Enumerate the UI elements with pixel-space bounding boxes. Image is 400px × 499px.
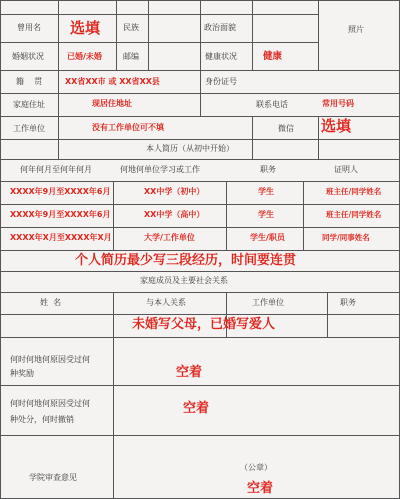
resume-entry-position: 学生 xyxy=(258,210,274,219)
resume-entry-reference: 同学/同事姓名 xyxy=(322,233,370,242)
resume-header-place: 何地何单位学习或工作 xyxy=(120,165,200,174)
postcode-label: 邮编 xyxy=(123,52,139,61)
rule xyxy=(0,42,318,43)
review-label: 学院审查意见 xyxy=(29,473,77,482)
rule xyxy=(303,181,304,250)
family-title: 家庭成员及主要社会关系 xyxy=(140,276,228,285)
wechat-label: 微信 xyxy=(278,124,294,133)
review-stamp: （公章） xyxy=(240,463,272,472)
work-unit-value: 没有工作单位可不填 xyxy=(92,123,164,132)
rule xyxy=(200,0,201,116)
photo-label: 照片 xyxy=(348,25,364,34)
home-address-label: 家庭住址 xyxy=(13,100,45,109)
rule xyxy=(148,0,149,70)
family-header-name: 姓 名 xyxy=(40,298,62,307)
resume-entry-period: XXXX年9月至XXXX年6月 xyxy=(10,210,111,219)
health-label: 健康状况 xyxy=(205,52,237,61)
rule xyxy=(0,227,400,228)
rewards-label-line2: 种奖励 xyxy=(10,369,34,378)
punishments-label-line2: 种处分，何时撤销 xyxy=(10,415,74,424)
id-number-label: 身份证号 xyxy=(205,77,237,86)
resume-header-position: 职务 xyxy=(260,165,276,174)
native-place-value: XX省XX市 或 XX省XX县 xyxy=(65,77,160,86)
rule xyxy=(0,181,400,182)
resume-entry-reference: 班主任/同学姓名 xyxy=(326,187,382,196)
resume-header-reference: 证明人 xyxy=(334,165,358,174)
rule xyxy=(252,116,253,159)
rule xyxy=(0,14,318,15)
resume-entry-reference: 班主任/同学姓名 xyxy=(326,210,382,219)
ethnicity-label: 民族 xyxy=(123,23,139,32)
political-status-label: 政治面貌 xyxy=(204,23,236,32)
rule xyxy=(318,0,319,70)
family-header-work-unit: 工作单位 xyxy=(252,298,284,307)
rule xyxy=(0,250,400,251)
rule xyxy=(0,337,400,338)
rule xyxy=(318,116,319,159)
rule xyxy=(0,159,400,160)
marital-status-value: 已婚/未婚 xyxy=(67,52,102,61)
phone-label: 联系电话 xyxy=(256,100,288,109)
native-place-label: 籍 贯 xyxy=(16,77,43,86)
rewards-value: 空着 xyxy=(176,365,203,380)
resume-entry-period: XXXX年9月至XXXX年6月 xyxy=(10,187,111,196)
rule xyxy=(0,292,400,293)
former-name-value: 选填 xyxy=(70,19,101,37)
rule xyxy=(0,435,400,436)
resume-entry-place: XX中学（初中） xyxy=(144,187,205,196)
rewards-label-line1: 何时何地何原因受过何 xyxy=(10,355,90,364)
rule xyxy=(327,292,328,337)
resume-entry-period: XXXX年X月至XXXX年X月 xyxy=(10,233,112,242)
rule xyxy=(116,0,117,70)
rule xyxy=(252,0,253,70)
punishments-label-line1: 何时何地何原因受过何 xyxy=(10,399,90,408)
resume-entry-place: 大学/工作单位 xyxy=(144,233,195,242)
work-unit-label: 工作单位 xyxy=(13,124,45,133)
rule xyxy=(0,204,400,205)
former-name-label: 曾用名 xyxy=(17,23,41,32)
health-value: 健康 xyxy=(263,51,283,62)
resume-note: 个人简历最少写三段经历，时间要连贯 xyxy=(75,253,297,268)
family-header-relation: 与本人关系 xyxy=(146,298,186,307)
family-note: 未婚写父母，已婚写爱人 xyxy=(132,317,276,332)
rule xyxy=(0,0,1,499)
home-address-value: 现居住地址 xyxy=(92,99,132,108)
family-header-position: 职务 xyxy=(340,298,356,307)
rule xyxy=(113,292,114,337)
rule xyxy=(226,181,227,250)
marital-status-label: 婚姻状况 xyxy=(12,52,44,61)
punishments-value: 空着 xyxy=(183,401,210,416)
resume-entry-position: 学生/职员 xyxy=(250,233,285,242)
rule xyxy=(113,337,114,499)
resume-header-period: 何年何月至何年何月 xyxy=(20,165,92,174)
resume-entry-position: 学生 xyxy=(258,187,274,196)
rule xyxy=(58,0,59,159)
resume-entry-place: XX中学（高中） xyxy=(144,210,205,219)
phone-value: 常用号码 xyxy=(322,99,354,108)
rule xyxy=(0,271,400,272)
rule xyxy=(0,314,400,315)
rule xyxy=(113,181,114,250)
review-value: 空着 xyxy=(247,481,274,496)
wechat-value: 选填 xyxy=(321,117,352,135)
rule xyxy=(0,139,400,140)
resume-title: 本人简历（从初中开始） xyxy=(146,144,234,153)
rule xyxy=(0,385,400,386)
